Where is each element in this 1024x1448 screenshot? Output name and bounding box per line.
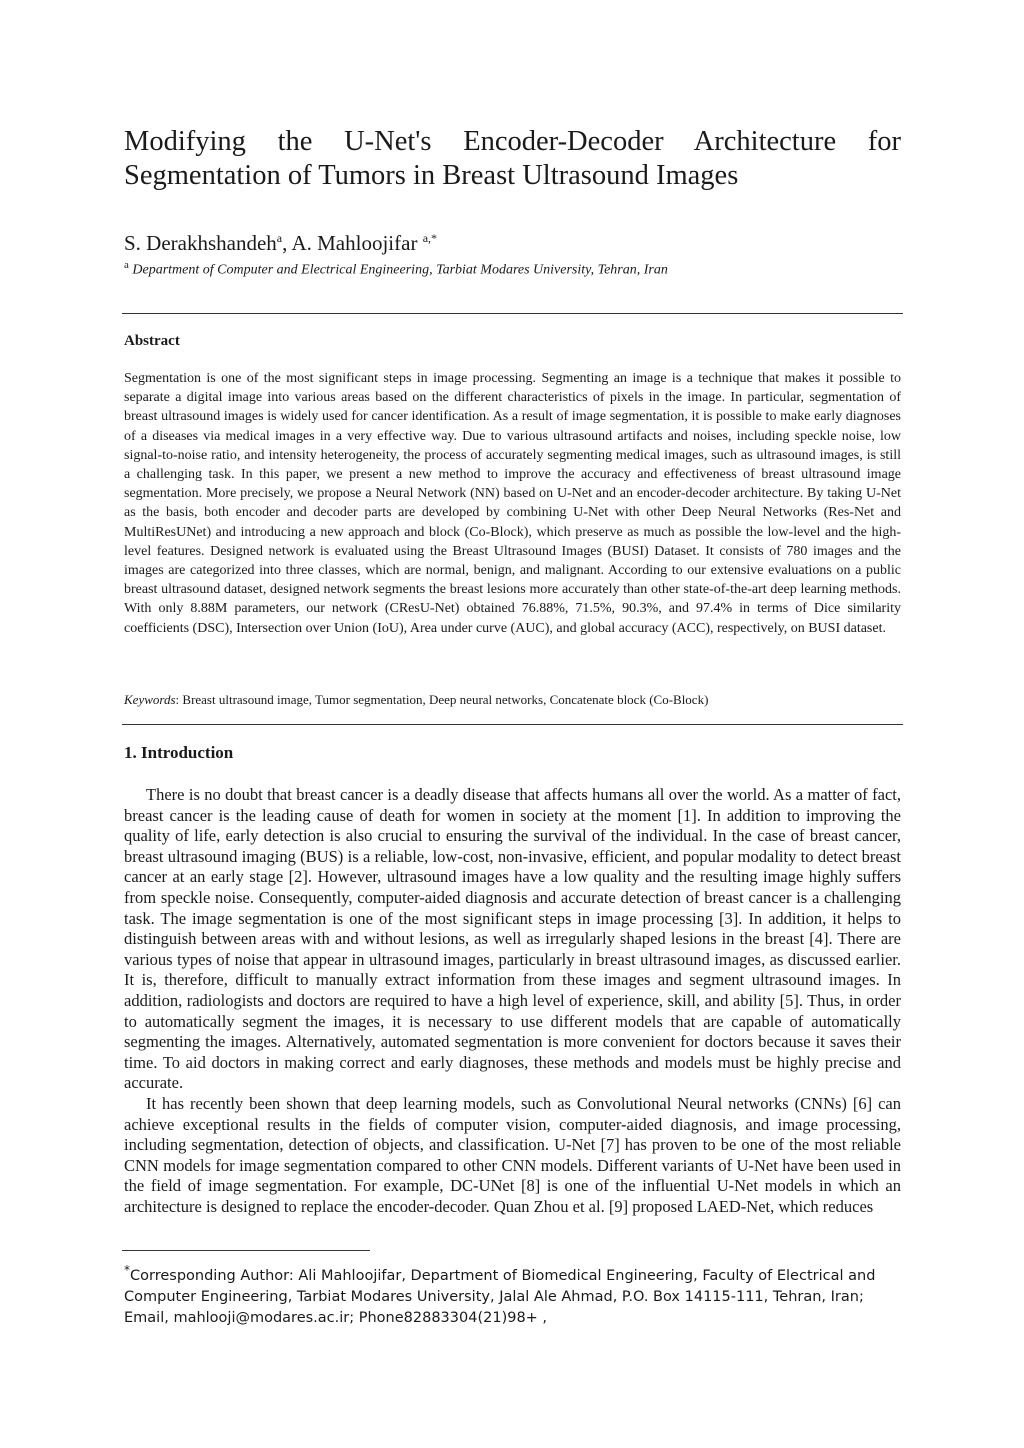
author-affiliation-mark: a,* — [422, 231, 438, 245]
header-divider — [122, 313, 903, 314]
paper-title-line-1: Modifying the U-Net's Encoder-Decoder Architecture for — [124, 126, 901, 157]
author-name: S. Derakhshandeh — [124, 231, 277, 255]
paragraph: It has recently been shown that deep learning models, such as Convolutional Neural networks (CNNs) [6] can achieve exceptional results in the fields of computer vision, computer-aided diagnosis, and image processing, including segmentation, detection of objects, and classification. U-Net [7] has proven to be one of the most reliable CNN models for image segmentation compared to other CNN models. Different variants of U-Net have been used in the field of image segmentation. For example, DC-UNet [8] is one of the influential U-Net models in which an architecture is designed to replace the encoder-decoder. Quan Zhou et al. [9] proposed LAED-Net, which reduces — [124, 1093, 901, 1216]
author-name: A. Mahloojifar — [291, 231, 418, 255]
paragraph: There is no doubt that breast cancer is a deadly disease that affects humans all over the world. As a matter of fact, breast cancer is the leading cause of death for women in society at the moment [1]. In addition to improving the quality of life, early detection is also crucial to ensuring the survival of the individual. In the case of breast cancer, breast ultrasound imaging (BUS) is a reliable, low-cost, non-invasive, efficient, and popular modality to detect breast cancer at an early stage [2]. However, ultrasound images have a low quality and the resulting image highly suffers from speckle noise. Consequently, computer-aided diagnosis and accurate detection of breast cancer is a challenging task. The image segmentation is one of the most significant steps in image processing [3]. In addition, it helps to distinguish between areas with and without lesions, as well as irregularly shaped lesions in the breast [4]. There are various types of noise that appear in ultrasound images, particularly in breast ultrasound images, as discussed earlier. It is, therefore, difficult to manually extract information from these images and segment ultrasound images. In addition, radiologists and doctors are required to have a high level of experience, skill, and ability [5]. Thus, in order to automatically segment the images, it is necessary to use different models that are capable of automatically segmenting the images. Alternatively, automated segmentation is more convenient for doctors because it saves their time. To aid doctors in making correct and early diagnoses, these methods and models must be highly precise and accurate. — [124, 785, 901, 1093]
footnote — [124, 1260, 904, 1329]
keywords-label: Keywords — [124, 692, 176, 707]
abstract-text: Segmentation is one of the most significant steps in image processing. Segmenting an image is a technique that makes it possible to separate a digital image into various areas based on the different characteristics of pixels in the image. In particular, segmentation of breast ultrasound images is widely used for cancer identification. As a result of image segmentation, it is possible to make early diagnoses of a diseases via medical images in a very effective way. Due to various ultrasound artifacts and noises, including speckle noise, low signal-to-noise ratio, and intensity heterogeneity, the process of accurately segmenting medical images, such as ultrasound images, is still a challenging task. In this paper, we present a new method to improve the accuracy and effectiveness of breast ultrasound image segmentation. More precisely, we propose a Neural Network (NN) based on U-Net and an encoder-decoder architecture. By taking U-Net as the basis, both encoder and decoder parts are developed by combining U-Net with other Deep Neural Networks (Res-Net and MultiResUNet) and introducing a new approach and block (Co-Block), which preserve as much as possible the low-level and the high-level features. Designed network is evaluated using the Breast Ultrasound Images (BUSI) Dataset. It consists of 780 images and the images are categorized into three classes, which are normal, benign, and malignant. According to our extensive evaluations on a public breast ultrasound dataset, designed network segments the breast lesions more accurately than other state-of-the-art deep learning methods. With only 8.88M parameters, our network (CResU-Net) obtained 76.88%, 71.5%, 90.3%, and 97.4% in terms of Dice similarity coefficients (DSC), Intersection over Union (IoU), Area under curve (AUC), and global accuracy (ACC), respectively, on BUSI dataset. — [124, 371, 901, 636]
keywords — [124, 690, 708, 709]
abstract-divider — [122, 724, 903, 725]
abstract-heading: Abstract — [124, 333, 180, 349]
author-separator: , — [282, 231, 292, 255]
keywords-text: : Breast ultrasound image, Tumor segmentation, Deep neural networks, Concatenate block (Co-Block) — [175, 692, 709, 707]
author-affiliation-mark: a — [276, 231, 283, 245]
section-heading-introduction: 1. Introduction — [124, 743, 234, 762]
footnote-mark: * — [124, 1263, 130, 1277]
introduction-body — [124, 785, 901, 1217]
footnote-divider — [122, 1250, 370, 1251]
paper-title-line-2: Segmentation of Tumors in Breast Ultrasound Images — [124, 160, 739, 191]
affiliation — [124, 254, 668, 282]
paper-title — [124, 125, 901, 193]
affiliation-mark: a — [124, 259, 129, 271]
author-list — [124, 225, 437, 256]
affiliation-text: Department of Computer and Electrical Engineering, Tarbiat Modares University, Tehran, Iran — [132, 262, 668, 278]
footnote-text: Corresponding Author: Ali Mahloojifar, Department of Biomedical Engineering, Faculty of Electrical and Computer Engineering, Tarbiat Modares University, Jalal Ale Ahmad, P.O. Box 14115-111, Tehran, Iran; Email, mahlooji@modares.ac.ir; Phone82883304(21)98+ , — [124, 1267, 876, 1326]
